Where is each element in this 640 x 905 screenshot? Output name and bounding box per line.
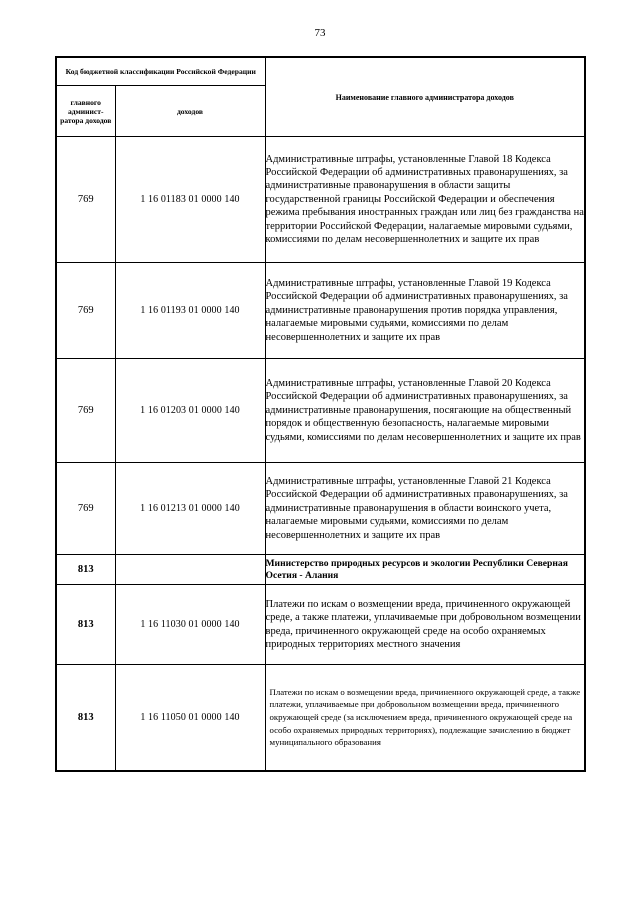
header-income-column: доходов: [115, 86, 265, 137]
admin-code-cell: 813: [56, 585, 115, 665]
admin-code-cell: 769: [56, 137, 115, 263]
income-code-cell: 1 16 01203 01 0000 140: [115, 359, 265, 463]
table-row-ministry: [56, 555, 585, 585]
admin-code-cell: 769: [56, 263, 115, 359]
table-row: [56, 359, 585, 463]
table-row: [56, 137, 585, 263]
income-code-cell: 1 16 01213 01 0000 140: [115, 463, 265, 555]
header-code-classification: Код бюджетной классификации Российской Федерации: [56, 57, 265, 86]
admin-code-cell: 813: [56, 555, 115, 585]
table-row: [56, 665, 585, 771]
table-row: [56, 585, 585, 665]
description-cell: Административные штрафы, установленные Главой 18 Кодекса Российской Федерации об административных правонарушениях, за административные правонарушения в области защиты государственной границы Российской Федерации и обеспечения режима пребывания иностранных граждан или лиц без гражданства на территории Российской Федерации, налагаемые мировыми судьями, комиссиями по делам несовершеннолетних и защите их прав: [265, 137, 585, 263]
description-cell: Административные штрафы, установленные Главой 19 Кодекса Российской Федерации об административных правонарушениях, за административные правонарушения против порядка управления, налагаемые мировыми судьями, комиссиями по делам несовершеннолетних и защите их прав: [265, 263, 585, 359]
income-code-cell: 1 16 01183 01 0000 140: [115, 137, 265, 263]
income-code-cell: 1 16 11050 01 0000 140: [115, 665, 265, 771]
header-admin-column: главного админист-ратора доходов: [56, 86, 115, 137]
income-code-cell: 1 16 11030 01 0000 140: [115, 585, 265, 665]
description-cell: Административные штрафы, установленные Главой 21 Кодекса Российской Федерации об административных правонарушениях, за административные правонарушения в области воинского учета, налагаемые мировыми судьями, комиссиями по делам несовершеннолетних и защите их прав: [265, 463, 585, 555]
income-code-cell: [115, 555, 265, 585]
admin-code-cell: 769: [56, 359, 115, 463]
admin-code-cell: 769: [56, 463, 115, 555]
admin-code-cell: 813: [56, 665, 115, 771]
table-row: [56, 263, 585, 359]
page-number: 73: [314, 27, 326, 39]
ministry-name-cell: Министерство природных ресурсов и экологии Республики Северная Осетия - Алания: [265, 555, 585, 585]
header-name-column: Наименование главного администратора доходов: [265, 57, 585, 137]
description-cell: Платежи по искам о возмещении вреда, причиненного окружающей среде, а также платежи, уплачиваемые при добровольном возмещении вреда, причиненного окружающей среде (за исключением вреда, причиненного окружающей среде на особо охраняемых природных территориях), подлежащие зачислению в бюджет муниципального образования: [265, 665, 585, 771]
budget-classification-table: [55, 56, 586, 772]
table-row: [56, 463, 585, 555]
income-code-cell: 1 16 01193 01 0000 140: [115, 263, 265, 359]
description-cell: Административные штрафы, установленные Главой 20 Кодекса Российской Федерации об административных правонарушениях, за административные правонарушения, посягающие на общественный порядок и общественную безопасность, налагаемые мировыми судьями, комиссиями по делам несовершеннолетних и защите их прав: [265, 359, 585, 463]
description-cell: Платежи по искам о возмещении вреда, причиненного окружающей среде, а также платежи, уплачиваемые при добровольном возмещении вреда, причиненного окружающей среде на особо охраняемых природных территориях местного значения: [265, 585, 585, 665]
